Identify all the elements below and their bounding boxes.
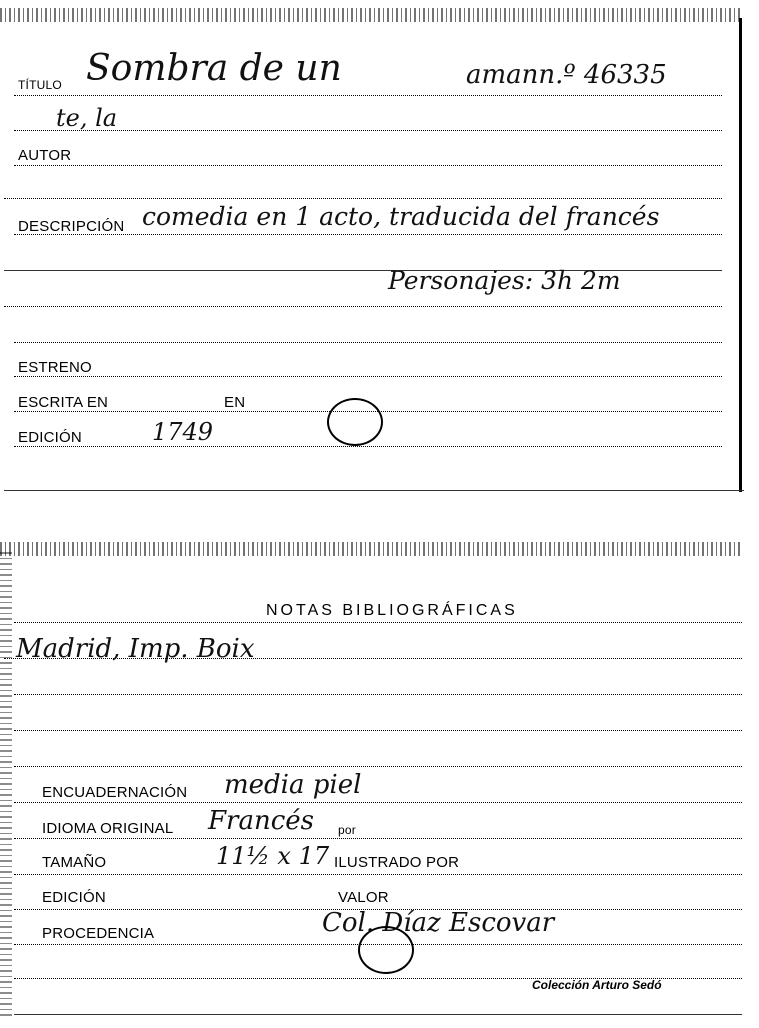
titulo-handwritten-value: Sombra de un (86, 48, 342, 89)
procedencia-label: PROCEDENCIA (42, 925, 155, 942)
por-label: por (338, 823, 356, 837)
titulo-continuation-handwritten: te, la (56, 104, 118, 132)
rule-line (14, 165, 722, 166)
notes-handwritten-value: Madrid, Imp. Boix (16, 634, 255, 664)
procedencia-handwritten-value: Col. Díaz Escovar (322, 908, 555, 938)
rule-line (14, 342, 722, 343)
encuadernacion-handwritten-value: media piel (224, 770, 362, 800)
shelfmark-handwritten: amann.º 46335 (466, 60, 667, 90)
rule-line (14, 130, 722, 131)
rule-line (14, 802, 742, 803)
rule-line (4, 198, 722, 199)
descripcion-label: DESCRIPCIÓN (18, 218, 125, 235)
autor-label: AUTOR (18, 147, 72, 164)
collection-footer: Colección Arturo Sedó (532, 978, 662, 992)
card-bottom-edge (14, 1014, 742, 1015)
tamano-label: TAMAÑO (42, 854, 107, 871)
descripcion-handwritten-value: comedia en 1 acto, traducida del francés (142, 202, 660, 231)
edicion-label: EDICIÓN (42, 889, 106, 906)
rule-line (4, 306, 722, 307)
hole-punch-circle (358, 926, 414, 974)
tamano-handwritten-value: 11½ x 17 (216, 842, 330, 870)
titulo-label: TÍTULO (18, 78, 62, 92)
rule-line (14, 766, 742, 767)
rule-line (14, 376, 722, 377)
rule-line (14, 622, 742, 623)
card-border-right (739, 18, 742, 492)
idioma-handwritten-value: Francés (208, 806, 315, 836)
rule-line (14, 95, 722, 96)
encuadernacion-label: ENCUADERNACIÓN (42, 784, 188, 801)
hole-punch-circle (327, 398, 383, 446)
card-border-top (0, 542, 742, 556)
estreno-label: ESTRENO (18, 359, 92, 376)
rule-line (14, 838, 742, 839)
catalog-card-front (0, 0, 742, 492)
idioma-label: IDIOMA ORIGINAL (42, 820, 174, 837)
en-label: EN (224, 394, 246, 411)
personajes-handwritten-value: Personajes: 3h 2m (388, 266, 621, 295)
catalog-card-back (0, 538, 742, 1016)
rule-line (14, 874, 742, 875)
ilustrado-label: ILUSTRADO POR (334, 854, 460, 871)
escrita-en-label: ESCRITA EN (18, 394, 109, 411)
rule-line (14, 446, 722, 447)
edicion-label: EDICIÓN (18, 429, 82, 446)
card-border-left (0, 548, 12, 1016)
rule-line (14, 730, 742, 731)
valor-label: VALOR (338, 889, 389, 906)
edicion-handwritten-value: 1749 (152, 418, 214, 446)
card-border-top (0, 8, 742, 22)
notas-heading: NOTAS BIBLIOGRÁFICAS (266, 602, 518, 619)
rule-line (14, 694, 742, 695)
card-bottom-edge (4, 490, 744, 491)
